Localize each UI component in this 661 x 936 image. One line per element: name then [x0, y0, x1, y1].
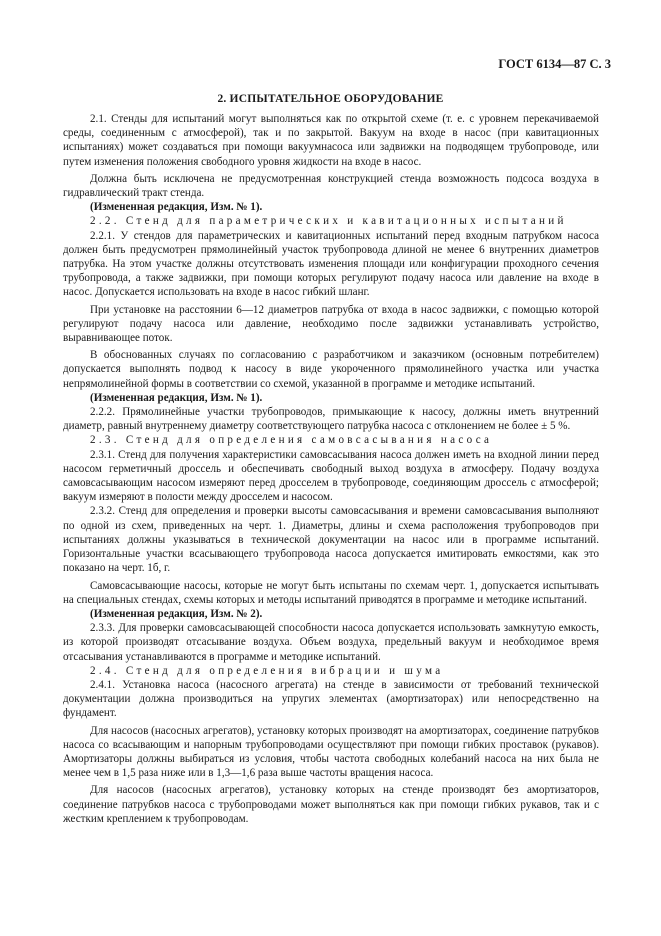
section-title: 2. ИСПЫТАТЕЛЬНОЕ ОБОРУДОВАНИЕ: [217, 93, 444, 105]
paragraph-2-3-1: 2.3.1. Стенд для получения характеристики самовсасывания насоса должен иметь на входной линии перед насосом герметичный дроссель и обеспечивать свободный выход воздуха в атмосферу. Подачу воздуха самовсасывающим насосом измеряют перед дросселем в трубопроводе, соединяющим дроссель с атмосферой; вакуум измеряют в полости между дросселем и насосом.: [63, 448, 599, 504]
paragraph-2-4-1: 2.4.1. Установка насоса (насосного агрегата) на стенде в зависимости от требований технической документации должна производиться на упругих элементах (амортизаторах) или непосредственно на фундамент.: [63, 678, 599, 720]
paragraph: Для насосов (насосных агрегатов), установку которых на стенде производят без амортизаторов, соединение патрубков насоса с трубопроводами может выполняться как при помощи гибких рукавов, так и с жестким креплением к трубопроводам.: [63, 784, 599, 825]
revision-note: (Измененная редакция, Изм. № 1).: [90, 201, 263, 214]
paragraph: В обоснованных случаях по согласованию с разработчиком и заказчиком (основным потребителем) допускается выполнять подвод к насосу в виде укороченного прямолинейного участка или участка непрямолинейной формы в соответствии со схемой, указанной в программе и методике испытаний.: [63, 349, 599, 390]
subsection-title-2-4: 2.4. Стенд для определения вибрации и шума: [90, 664, 444, 677]
paragraph: При установке на расстоянии 6—12 диаметров патрубка от входа в насос задвижки, с помощью которой регулируют подачу насоса или давление, необходимо после задвижки устанавливать устройство, выравнивающее поток.: [63, 303, 599, 345]
document-header: ГОСТ 6134—87 С. 3: [498, 57, 611, 71]
subsection-title-2-2: 2.2. Стенд для параметрических и кавитационных испытаний: [90, 215, 567, 228]
subsection-title-2-3: 2.3. Стенд для определения самовсасывания насоса: [90, 434, 493, 447]
paragraph-2-3-3: 2.3.3. Для проверки самовсасывающей способности насоса допускается использовать замкнутую емкость, из которой производят отсасывание воздуха. Объем воздуха, предельный вакуум и необходимое время отсасывания устанавливаются в программе и методике испытаний.: [63, 622, 599, 663]
paragraph-2-2-2: 2.2.2. Прямолинейные участки трубопроводов, примыкающие к насосу, должны иметь внутренний диаметр, равный внутреннему диаметру соответствующего патрубка насоса с отклонением не более ± 5 %.: [63, 406, 599, 433]
paragraph: Самовсасывающие насосы, которые не могут быть испытаны по схемам черт. 1, допускается испытывать на специальных стендах, схемы которых и методы испытаний приводятся в программе и методике испытаний.: [63, 579, 599, 606]
paragraph-2-2-1: 2.2.1. У стендов для параметрических и кавитационных испытаний перед входным патрубком насоса должен быть предусмотрен прямолинейный участок трубопровода длиной не менее 6 внутренних диаметров патрубка. На этом участке должны отсутствовать изменения площади или конфигурации проходного сечения трубопровода, а также задвижки, при помощи которых регулируют подачу насоса или давление на входе в насос. Допускается использовать на входе в насос гибкий шланг.: [63, 229, 599, 299]
document-body: [63, 112, 599, 826]
paragraph-2-1: 2.1. Стенды для испытаний могут выполняться как по открытой схеме (т. е. с уровнем перекачиваемой среды, соединенным с атмосферой), так и по закрытой. Вакуум на входе в насос (при кавитационных испытаниях) может создаваться при помощи вакуумнасоса или задвижки на подводящем трубопроводе, или путем изменения положения свободного уровня жидкости на входе в насос.: [63, 113, 599, 168]
paragraph: Должна быть исключена не предусмотренная конструкцией стенда возможность подсоса воздуха в гидравлический тракт стенда.: [63, 172, 599, 200]
revision-note: (Измененная редакция, Изм. № 2).: [90, 607, 263, 620]
paragraph-2-3-2: 2.3.2. Стенд для определения и проверки высоты самовсасывания и времени самовсасывания выполняют по одной из схем, приведенных на черт. 1. Диаметры, длины и схема расположения трубопроводов при испытаниях должны указываться в технической документации на насос или в программе испытаний. Горизонтальные участки всасывающего трубопровода насоса допускается имитировать емкостями, как это показано на черт. 1б, г.: [63, 505, 599, 575]
paragraph: Для насосов (насосных агрегатов), установку которых производят на амортизаторах, соединение патрубков насоса со всасывающим и напорным трубопроводами осуществляют при помощи гибких проставок (рукавов). Амортизаторы должны выбираться из условия, чтобы частота свободных колебаний насоса на них была не менее чем в 1,5 раза ниже или в 1,3—1,6 раза выше частоты вращения насоса.: [63, 724, 599, 780]
revision-note: (Измененная редакция, Изм. № 1).: [90, 391, 263, 404]
